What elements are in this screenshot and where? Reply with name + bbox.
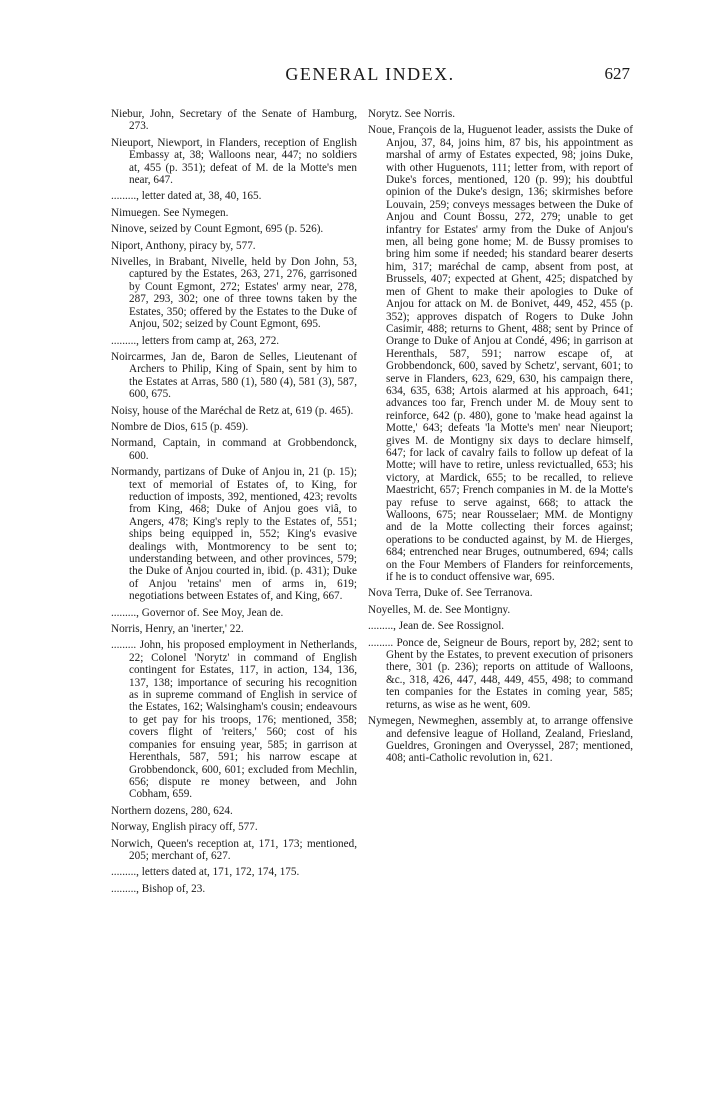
index-entry xyxy=(368,604,633,616)
entry-headword: ......... xyxy=(111,866,137,879)
entry-headword: ......... xyxy=(111,334,137,347)
entry-text: , house of the Maréchal de Retz at, 619 (p. 465). xyxy=(137,404,354,417)
entry-headword: Noircarmes, Jan de xyxy=(111,350,203,363)
entry-text: , English piracy off, 577. xyxy=(146,821,258,834)
entry-text: , partizans of Duke of Anjou in, 21 (p. 15); text of memorial of Estates of, to King, for reduction of imposts, 392, mentioned, 423; revolts from King, 468; Duke of Anjou goes viâ, to Angers, 478; King's reply to the Estates of, 551; ships being equipped in, 552; King's evasive dealings with, Montmorency to be sent to; understanding between, and other provinces, 579; the Duke of Anjou courted in, ibid. (p. 431); Duke of Anjou 'retains' men of arms in, 619; negotiations between Estates of, and King, 667. xyxy=(129,466,357,603)
entry-text: See Montigny. xyxy=(442,603,511,616)
entry-text: , assembly at, to arrange offensive and defensive league of Holland, Zealand, Friesland, Gueldres, Groningen and Overyssel, 287; mentioned, 408; anti-Catholic revolution in, 621. xyxy=(386,715,633,765)
index-entry xyxy=(368,124,633,583)
entry-text: , Queen's reception at, 171, 173; mentioned, 205; merchant of, 627. xyxy=(129,837,357,862)
entry-headword: Noisy xyxy=(111,404,138,417)
entry-headword: Nombre de Dios xyxy=(111,420,185,433)
index-entry xyxy=(368,587,633,599)
entry-text: , 280, 624. xyxy=(185,804,233,817)
index-entry xyxy=(111,866,357,878)
entry-headword: Niebur, John xyxy=(111,108,172,120)
entry-text: See Terranova. xyxy=(463,587,533,600)
entry-headword: Nivelles xyxy=(111,256,149,269)
entry-text: , letter dated at, 38, 40, 165. xyxy=(136,190,262,203)
index-entry xyxy=(368,637,633,711)
entry-headword: Normandy xyxy=(111,466,159,479)
index-entry xyxy=(111,240,357,252)
index-entry xyxy=(111,351,357,401)
index-entry xyxy=(111,137,357,187)
entry-headword: Normand, Captain xyxy=(111,437,198,450)
entry-headword: ......... xyxy=(368,620,394,633)
index-entry xyxy=(368,620,633,632)
entry-text: , Governor of. See Moy, Jean de. xyxy=(136,606,284,619)
index-entry xyxy=(111,405,357,417)
index-entry xyxy=(111,838,357,863)
index-entry xyxy=(368,715,633,765)
entry-text: , in Brabant, Nivelle, held by Don John, 53, captured by the Estates, 263, 271, 276, garrisoned by Count Egmont, 272; Estates' army near, 278, 287, 293, 302; one of three towns taken by the Estates, 350; offered by the Estates to the Duke of Anjou, 502; seized by Count Egmont, 695. xyxy=(129,256,357,331)
entry-headword: Ninove xyxy=(111,223,144,236)
entry-headword: Nimuegen. xyxy=(111,206,161,219)
entry-text: , Baron de Selles, Lieutenant of Archers to Philip, King of Spain, sent by him to the Estates at Arras, 580 (1), 580 (4), 581 (3), 587, 600, 675. xyxy=(129,350,357,401)
index-entry xyxy=(368,108,633,120)
entry-headword: Nymegen, Newmeghen xyxy=(368,715,475,728)
entry-headword: Norwich xyxy=(111,837,151,850)
entry-headword: Noyelles, M. de. xyxy=(368,603,443,616)
index-entry xyxy=(111,223,357,235)
entry-headword: ......... xyxy=(111,606,137,619)
entry-text: , in command at Grobbendonck, 600. xyxy=(129,437,357,462)
index-entry xyxy=(111,883,357,895)
left-column xyxy=(111,108,357,899)
entry-text: , in Flanders, reception of English Embassy at, 38; Walloons near, 447; no soldiers at, 455 (p. 351); defeat of M. de la Motte's men near, 647. xyxy=(129,136,358,187)
index-entry xyxy=(111,335,357,347)
index-entry xyxy=(111,437,357,462)
entry-text: , Huguenot leader, assists the Duke of Anjou, 37, 84, joins him, 87 bis, his appointment as marshal of army of Estates expected, 98; joins Duke, with other Huguenots, 111; letter from, with report of Duke's forces, mentioned, 120 (p. 99); his doubtful opinion of the Duke's design, 136; skirmishes before Louvain, 259; conveys messages between the Duke of Anjou and Count Bossu, 272, 279; unable to get infantry for Estates' army from the Duke of Anjou's men, all being gone home; M. de Bussy promises to bring him some if needed; his standard bearer deserts him, 317; maréchal de camp, absent from post, at Brussels, 407; expected at Ghent, 425; dispatched by men of Ghent to make their apologies to Duke of Anjou for attack on M. de Bonivet, 449, 452, 455 (p. 352); approves dispatch of Rogers to Duke John Casimir, 488; returns to Ghent, 488; sent by Prince of Orange to Duke of Anjou at Condé, 496; in garrison at Herenthals, 587, 591; narrow escape of, at Grobbendonck, 600, saved by Schetz', servant, 601; to serve in Flanders, 623, 629, 630, his campaign there, 634, 635, 638; Artois alarmed at his approach, 641; advances too far, French under M. de Mouy sent to reinforce, 642 (p. 480), gone to 'make head against la Motte,' 643; defeats 'la Motte's men' near Nieuport; gives M. de Montigny six days to declare himself, 647; for lack of cavalry fails to follow up defeat of la Motte; will have to retire, unless revictualled, 653; his victory, at Mardick, 655; to be recalled, to relieve Maestricht, 657; French companies in M. de la Motte's pay refuse to serve against, 668; to attack the Walloons, 675; near Rousselaer; MM. de Montigny and de la Motte collecting their forces against; operations to be conducted against, by M. de Hierges, 684; entrenched near Bruges, outnumbered, 694; calls on the Four Members of Flanders for reinforcements, if he is to conduct offensive war, 695. xyxy=(386,124,633,584)
entry-text: , 615 (p. 459). xyxy=(184,420,249,433)
entry-text: See Nymegen. xyxy=(160,206,229,219)
entry-headword: ......... xyxy=(368,636,394,649)
entry-text: , Jean de. See Rossignol. xyxy=(393,620,505,633)
index-entry xyxy=(111,639,357,800)
index-entry xyxy=(111,256,357,330)
entry-text: , letters dated at, 171, 172, 174, 175. xyxy=(136,866,300,879)
entry-headword: Noue, François de la xyxy=(368,124,462,137)
index-entry xyxy=(111,821,357,833)
entry-text: , seized by Count Egmont, 695 (p. 526). xyxy=(143,223,324,236)
entry-headword: Nieuport, Niewport xyxy=(111,136,200,149)
entry-text: , piracy by, 577. xyxy=(183,239,256,252)
index-entry xyxy=(111,466,357,602)
running-header xyxy=(110,64,630,88)
index-entry xyxy=(111,207,357,219)
index-entry xyxy=(111,607,357,619)
entry-headword: Northern dozens xyxy=(111,804,186,817)
index-entry xyxy=(111,623,357,635)
entry-headword: Norris, Henry xyxy=(111,623,173,636)
entry-text: , an 'inerter,' 22. xyxy=(172,623,244,636)
entry-headword: ......... xyxy=(111,190,137,203)
index-entry xyxy=(111,108,357,133)
entry-text: See Norris. xyxy=(401,108,456,120)
entry-headword: ......... xyxy=(111,882,137,895)
entry-text: Ponce de, Seigneur de Bours, report by, 282; sent to Ghent by the Estates, to prevent execution of prisoners there, 301 (p. 236); reports on attitude of Walloons, &c., 318, 426, 447, 448, 449, 455, 498; to command ten companies for the Estates in coming year, 585; returns, as wise as he went, 609. xyxy=(386,636,633,711)
entry-headword: Norway xyxy=(111,821,147,834)
entry-headword: Norytz. xyxy=(368,108,402,120)
entry-headword: Nova Terra, Duke of. xyxy=(368,587,463,600)
entry-headword: Niport, Anthony xyxy=(111,239,184,252)
entry-text: John, his proposed employment in Netherlands, 22; Colonel 'Norytz' in command of English contingent for Estates, 117, in action, 134, 136, 137, 138; importance of securing his recognition as in supreme command of English in service of the Estates, 162; Walsingham's cousin; endeavours to get pay for his troops, 176; mentioned, 358; covers flight of 'reiters,' 560; cost of his companies for ensuing year, 585; in garrison at Herenthals, 587, 591; his narrow escape at Grobbendonck, 600, 601; excluded from Mechlin, 656; dispute re money between, and John Cobham, 659. xyxy=(129,639,357,801)
right-column xyxy=(368,108,633,769)
index-entry xyxy=(111,805,357,817)
index-entry xyxy=(111,190,357,202)
entry-headword: ......... xyxy=(111,639,137,652)
index-entry xyxy=(111,421,357,433)
entry-text: , letters from camp at, 263, 272. xyxy=(136,334,280,347)
page-title: GENERAL INDEX. xyxy=(285,64,455,84)
page-number: 627 xyxy=(604,64,630,83)
entry-text: , Bishop of, 23. xyxy=(136,882,206,895)
entry-text: , Secretary of the Senate of Hamburg, 273. xyxy=(129,108,357,133)
